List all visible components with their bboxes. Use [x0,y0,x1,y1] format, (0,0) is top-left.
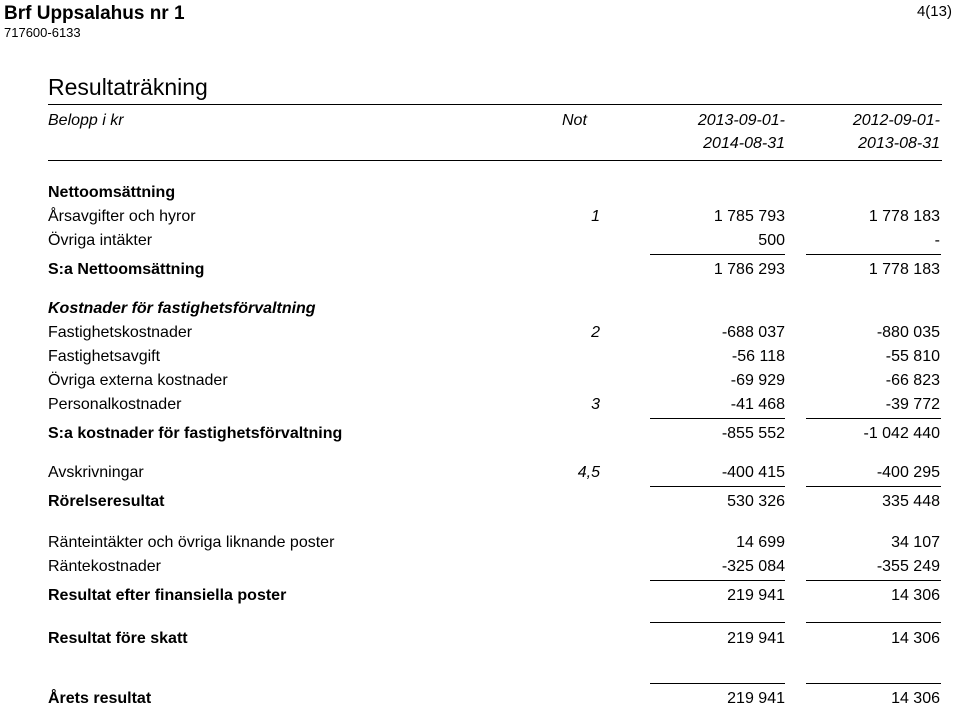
table-row [0,372,960,394]
title-rule [48,104,942,105]
row-prior-value: -355 249 [876,558,940,575]
column-header-label: Belopp i kr [48,112,124,129]
row-current-value: 219 941 [727,587,785,604]
subtotal-rule [650,254,785,255]
row-label: Personalkostnader [48,396,182,413]
subtotal-rule [650,683,785,684]
page-title: Resultaträkning [48,74,208,100]
row-label: Övriga externa kostnader [48,372,228,389]
table-row [0,300,960,322]
row-prior-value: -1 042 440 [863,425,940,442]
row-prior-value: 1 778 183 [868,208,940,225]
row-note: 2 [591,324,600,341]
table-row [0,587,960,609]
subtotal-rule [806,683,941,684]
row-note: 4,5 [577,464,600,481]
subtotal-rule [806,486,941,487]
row-current-value: 1 785 793 [713,208,785,225]
table-row [0,425,960,447]
table-row [0,534,960,556]
subtotal-rule [806,580,941,581]
subtotal-rule [806,622,941,623]
organization-name: Brf Uppsalahus nr 1 [4,3,185,24]
row-prior-value: 1 778 183 [868,261,940,278]
table-row [0,184,960,206]
row-prior-value: 14 306 [891,587,940,604]
table-row [0,348,960,370]
row-current-value: -41 468 [730,396,785,413]
table-row [0,396,960,418]
row-label: Fastighetsavgift [48,348,161,365]
row-prior-value: -400 295 [876,464,940,481]
row-label: Räntekostnader [48,558,161,575]
column-header-current-end: 2014-08-31 [703,135,785,152]
row-label: Ränteintäkter och övriga liknande poster [48,534,335,551]
row-current-value: 219 941 [727,690,785,707]
row-prior-value: 14 306 [891,630,940,647]
row-current-value: 14 699 [736,534,785,551]
column-header-prior-end: 2013-08-31 [858,135,940,152]
column-header-prior-start: 2012-09-01- [852,112,940,129]
table-row [0,324,960,346]
column-header-note: Not [562,112,587,129]
table-row [0,261,960,283]
row-label: Årets resultat [48,690,152,707]
table-row [0,558,960,580]
row-prior-value: - [934,232,940,249]
table-row [0,232,960,254]
row-label: Årsavgifter och hyror [48,208,196,225]
organization-number: 717600-6133 [4,25,81,40]
row-label: Fastighetskostnader [48,324,193,341]
row-label: Rörelseresultat [48,493,165,510]
row-prior-value: -66 823 [885,372,940,389]
row-prior-value: 335 448 [882,493,940,510]
subtotal-rule [650,486,785,487]
subtotal-rule [806,418,941,419]
row-prior-value: -55 810 [885,348,940,365]
row-current-value: -855 552 [721,425,785,442]
row-label: S:a Nettoomsättning [48,261,205,278]
row-prior-value: 14 306 [891,690,940,707]
row-label: Nettoomsättning [48,184,176,201]
row-label: S:a kostnader för fastighetsförvaltning [48,425,343,442]
row-label: Resultat före skatt [48,630,188,647]
table-row [0,493,960,515]
table-row [0,464,960,486]
row-label: Avskrivningar [48,464,144,481]
subtotal-rule [650,418,785,419]
page-number: 4(13) [916,3,952,20]
row-label: Resultat efter finansiella poster [48,587,287,604]
row-prior-value: -39 772 [885,396,940,413]
row-current-value: 219 941 [727,630,785,647]
row-label: Övriga intäkter [48,232,153,249]
row-current-value: -400 415 [721,464,785,481]
table-row [0,208,960,230]
row-current-value: 1 786 293 [713,261,785,278]
row-note: 1 [591,208,600,225]
row-label: Kostnader för fastighetsförvaltning [48,300,316,317]
table-row [0,690,960,712]
row-current-value: 530 326 [727,493,785,510]
column-header-current-start: 2013-09-01- [697,112,785,129]
row-current-value: 500 [758,232,785,249]
row-current-value: -56 118 [731,348,785,365]
table-row [0,630,960,652]
header-rule [48,160,942,161]
row-prior-value: 34 107 [891,534,940,551]
row-current-value: -325 084 [721,558,785,575]
subtotal-rule [806,254,941,255]
row-prior-value: -880 035 [876,324,940,341]
row-current-value: -69 929 [730,372,785,389]
row-note: 3 [591,396,600,413]
subtotal-rule [650,622,785,623]
row-current-value: -688 037 [721,324,785,341]
subtotal-rule [650,580,785,581]
